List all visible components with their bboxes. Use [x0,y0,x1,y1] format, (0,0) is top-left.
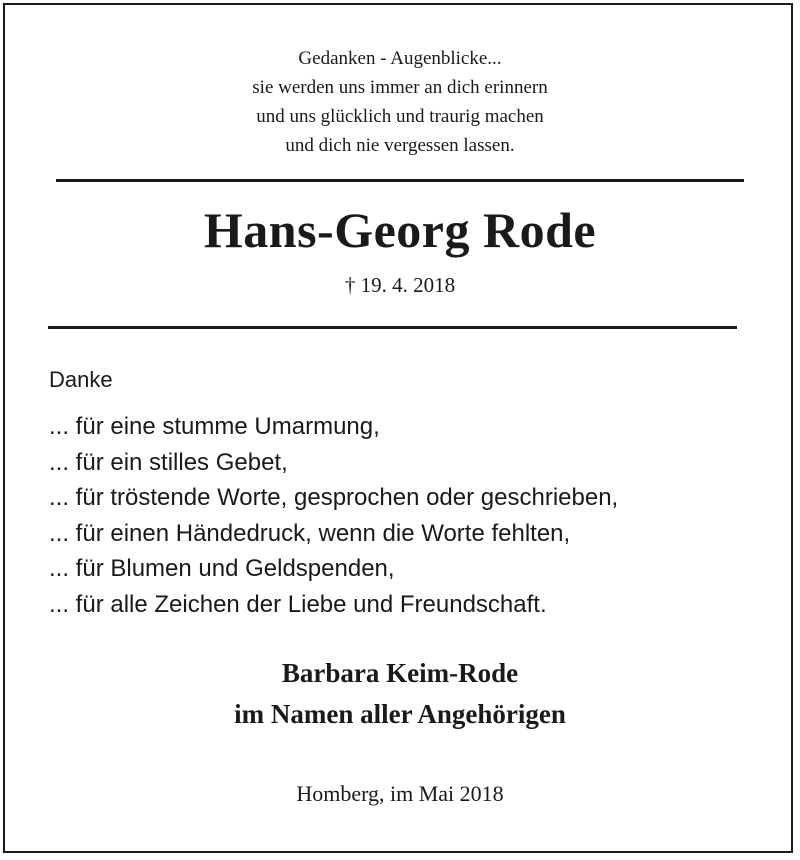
thanks-heading: Danke [49,367,113,392]
poem-line: und dich nie vergessen lassen. [285,135,515,156]
thanks-item: ... für tröstende Worte, gesprochen oder geschrieben, [49,484,619,511]
thanks-item: ... für ein stilles Gebet, [49,448,288,476]
thanks-item: ... für einen Händedruck, wenn die Worte fehlten, [49,519,571,547]
divider-bottom [48,326,737,329]
thanks-list [49,409,618,622]
poem-line: und uns glücklich und traurig machen [256,106,544,127]
poem-line: Gedanken - Augenblicke... [298,48,502,69]
signature-line: im Namen aller Angehörigen [234,699,566,729]
thanks-item: ... für eine stumme Umarmung, [49,413,380,440]
thanks-item: ... für Blumen und Geldspenden, [49,555,395,582]
poem-line: sie werden uns immer an dich erinnern [252,77,548,98]
divider-top [56,179,744,182]
place-date: Homberg, im Mai 2018 [296,781,504,806]
thanks-item: ... für alle Zeichen der Liebe und Freundschaft. [49,590,547,618]
death-date: † 19. 4. 2018 [344,273,456,297]
deceased-name: Hans-Georg Rode [203,202,597,258]
memorial-poem [0,44,800,160]
signature-name: Barbara Keim-Rode [281,658,519,688]
signature-block [0,653,800,735]
